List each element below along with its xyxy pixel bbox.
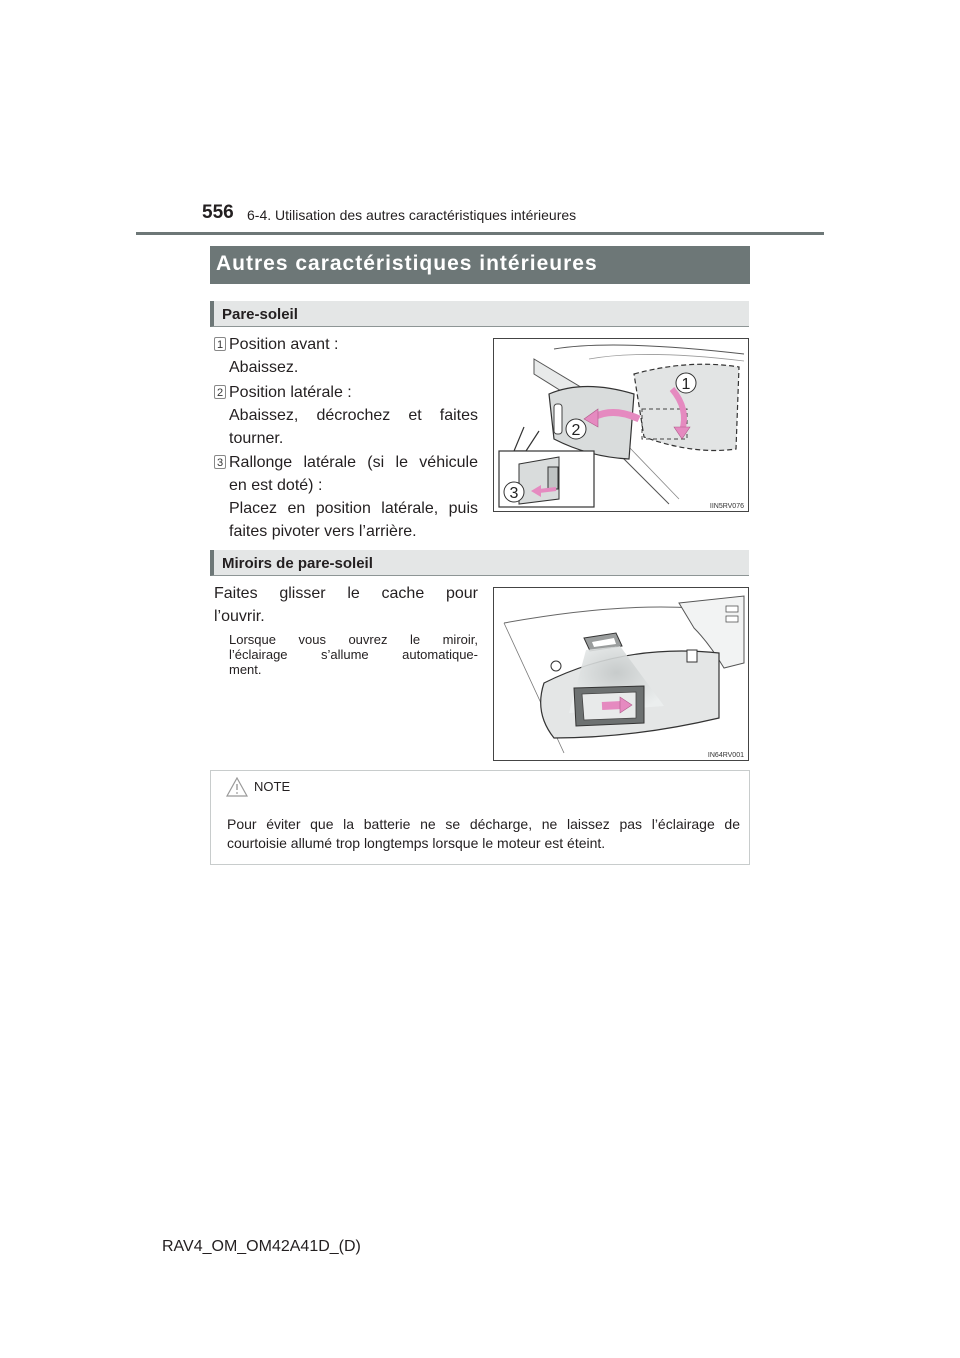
callout-2: 2 [571, 422, 581, 439]
vanity-mirror-illustration [494, 588, 748, 760]
note-line: courtoisie allumé trop longtemps lorsque le moteur est éteint. [227, 835, 606, 851]
figure-code-1: IIN5RV076 [709, 503, 744, 510]
note-label: NOTE [254, 779, 291, 794]
item-3-text [229, 451, 478, 543]
note-text [227, 815, 740, 853]
item-3-line: Placez en position latérale, puis [229, 500, 478, 517]
item-2-line: Position latérale : [229, 384, 352, 401]
document-code: RAV4_OM_OM42A41D_(D) [162, 1238, 361, 1255]
sun-visor-illustration [494, 339, 748, 511]
item-number-3: 3 [214, 455, 226, 469]
item-number-2: 2 [214, 385, 226, 399]
figure-code-2: IN64RV001 [707, 752, 744, 759]
callout-3: 3 [509, 485, 519, 502]
subsection-title-sun-visor: Pare-soleil [222, 306, 298, 323]
vanity-mirror-line: l’ouvrir. [214, 608, 265, 625]
vanity-mirror-line: Faites glisser le cache pour [214, 585, 478, 602]
chapter-header: 6-4. Utilisation des autres caractéristiques intérieures [247, 207, 577, 223]
item-1-text [229, 333, 338, 379]
item-2-line: tourner. [229, 430, 284, 447]
item-3-line: en est doté) : [229, 477, 323, 494]
item-2-text [229, 381, 478, 450]
item-number-1: 1 [214, 337, 226, 351]
warning-triangle-icon [226, 777, 248, 797]
callout-1: 1 [681, 376, 691, 393]
vanity-mirror-text [214, 582, 478, 628]
item-2-line: Abaissez, décrochez et faites [229, 407, 478, 424]
vanity-mirror-note-line: ment. [229, 662, 262, 677]
vanity-mirror-note [229, 632, 478, 677]
item-3-line: faites pivoter vers l’arrière. [229, 523, 417, 540]
item-1-line: Abaissez. [229, 359, 299, 376]
vanity-mirror-figure [493, 587, 749, 761]
page-number: 556 [202, 202, 234, 223]
subsection-title-vanity-mirror: Miroirs de pare-soleil [222, 555, 373, 572]
sun-visor-figure [493, 338, 749, 512]
vanity-mirror-note-line: l’éclairage s’allume automatique- [229, 647, 478, 662]
note-line: Pour éviter que la batterie ne se décharge, ne laissez pas l’éclairage de [227, 816, 740, 832]
section-title: Autres caractéristiques intérieures [216, 252, 598, 275]
vanity-mirror-note-line: Lorsque vous ouvrez le miroir, [229, 632, 478, 647]
item-1-line: Position avant : [229, 336, 339, 353]
item-3-line: Rallonge latérale (si le véhicule [229, 454, 478, 471]
header-rule [136, 232, 824, 235]
